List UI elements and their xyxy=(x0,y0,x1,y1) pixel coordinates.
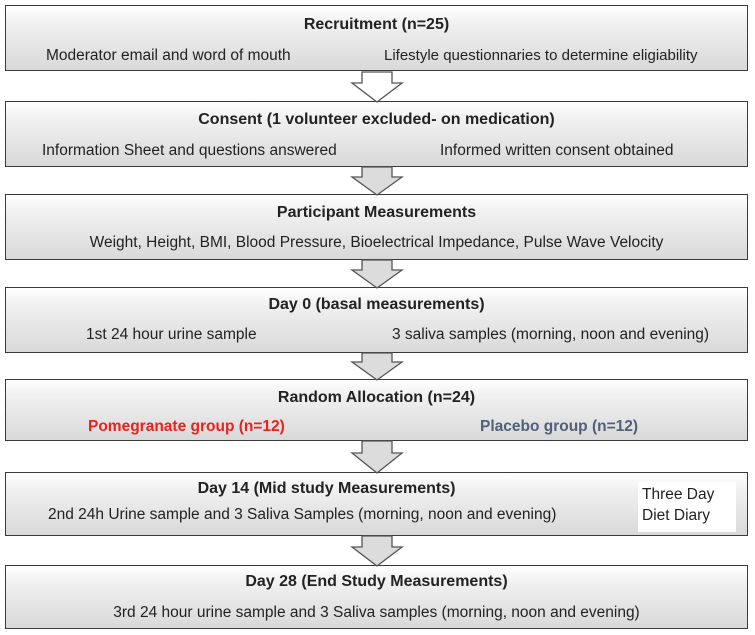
placebo-group-label: Placebo group (n=12) xyxy=(480,418,639,435)
recruitment-title: Recruitment (n=25) xyxy=(303,16,450,33)
day0-left-text: 1st 24 hour urine sample xyxy=(86,326,257,343)
day0-right-text: 3 saliva samples (morning, noon and evening) xyxy=(392,326,710,343)
down-arrow-icon xyxy=(350,166,404,196)
day28-text: 3rd 24 hour urine sample and 3 Saliva samples (morning, noon and evening) xyxy=(113,604,640,621)
measurements-box xyxy=(5,194,748,260)
recruitment-right-text: Lifestyle questionnaries to determine eligiability xyxy=(384,47,698,64)
day0-box xyxy=(5,287,748,353)
down-arrow-icon xyxy=(350,71,404,103)
consent-title: Consent (1 volunteer excluded- on medication) xyxy=(198,111,555,128)
day0-title: Day 0 (basal measurements) xyxy=(268,296,485,313)
recruitment-left-text: Moderator email and word of mouth xyxy=(46,47,291,64)
pomegranate-group-label: Pomegranate group (n=12) xyxy=(88,418,285,435)
day14-title: Day 14 (Mid study Measurements) xyxy=(197,480,456,497)
down-arrow-icon xyxy=(350,440,404,474)
day28-box xyxy=(5,565,748,629)
down-arrow-icon xyxy=(350,259,404,289)
day14-box xyxy=(5,472,748,536)
diet-diary-box xyxy=(638,482,736,532)
diet-diary-line-1: Three Day xyxy=(642,486,715,503)
consent-right-text: Informed written consent obtained xyxy=(440,142,674,159)
recruitment-box xyxy=(5,5,748,71)
diet-diary-line-2: Diet Diary xyxy=(642,507,711,524)
day28-title: Day 28 (End Study Measurements) xyxy=(245,573,508,590)
measurements-title: Participant Measurements xyxy=(276,204,477,221)
down-arrow-icon xyxy=(350,535,404,567)
consent-box xyxy=(5,101,748,167)
allocation-title: Random Allocation (n=24) xyxy=(277,389,476,406)
measurements-text: Weight, Height, BMI, Blood Pressure, Bioelectrical Impedance, Pulse Wave Velocity xyxy=(89,234,664,251)
day14-text: 2nd 24h Urine sample and 3 Saliva Samples (morning, noon and evening) xyxy=(48,506,557,523)
down-arrow-icon xyxy=(350,352,404,381)
consent-left-text: Information Sheet and questions answered xyxy=(42,142,337,159)
allocation-box xyxy=(5,379,748,441)
